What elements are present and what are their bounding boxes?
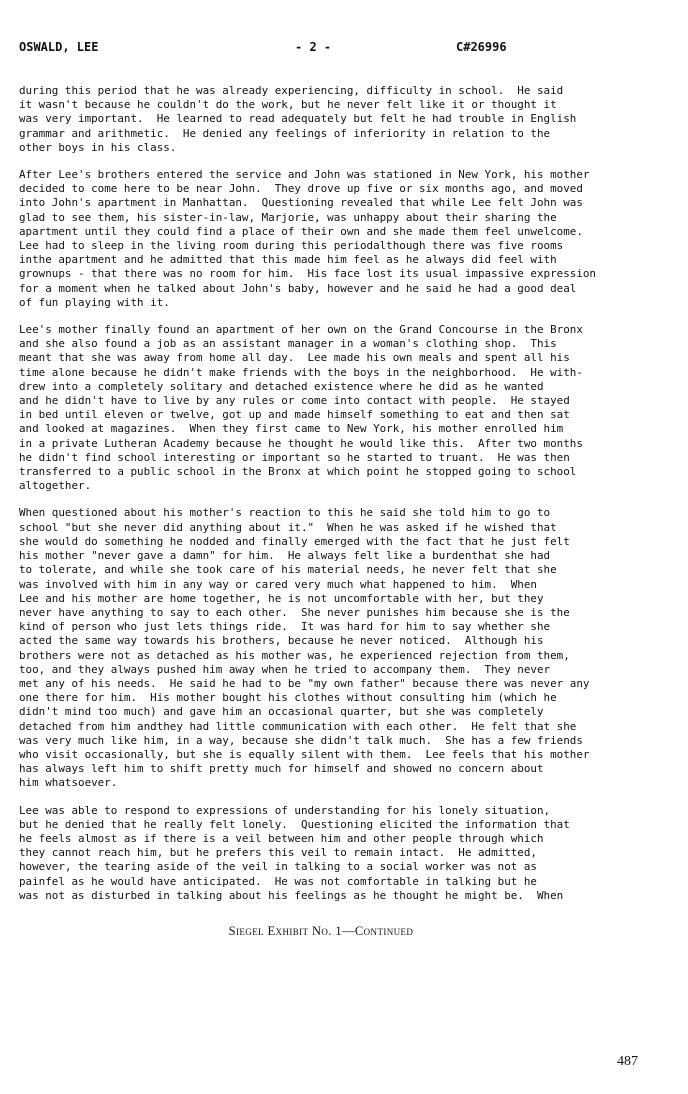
text-line: they cannot reach him, but he prefers this veil to remain intact. He admitted, bbox=[19, 846, 537, 860]
text-line: acted the same way towards his brothers, because he never noticed. Although his bbox=[19, 634, 544, 648]
text-line: was very important. He learned to read adequately but felt he had trouble in English bbox=[19, 112, 577, 126]
text-line: in a private Lutheran Academy because he thought he would like this. After two months bbox=[19, 436, 583, 450]
paragraph bbox=[19, 506, 679, 790]
text-line: meant that she was away from home all day. Lee made his own meals and spent all his bbox=[19, 351, 570, 365]
text-line: who visit occasionally, but she is equally silent with them. Lee feels that his mother bbox=[19, 747, 590, 761]
text-line: it wasn't because he couldn't do the work, but he never felt like it or thought it bbox=[19, 98, 557, 112]
text-line: grownups - that there was no room for him. His face lost its usual impassive expression bbox=[19, 267, 596, 281]
text-line: was very much like him, in a way, because she didn't talk much. She has a few friends bbox=[19, 733, 583, 747]
header-page-indicator: - 2 - bbox=[295, 40, 332, 54]
text-line: brothers were not as detached as his mother was, he experienced rejection from them, bbox=[19, 648, 570, 662]
text-line: he feels almost as if there is a veil between him and other people through which bbox=[19, 831, 544, 845]
text-line: into John's apartment in Manhattan. Questioning revealed that while Lee felt John was bbox=[19, 196, 583, 210]
paragraph bbox=[19, 168, 679, 310]
text-line: inthe apartment and he admitted that this made him feel as he always did feel with bbox=[19, 253, 557, 267]
body-text bbox=[19, 84, 679, 916]
text-line: kind of person who just lets things ride. It was hard for him to say whether she bbox=[19, 620, 551, 634]
page-number: 487 bbox=[617, 1054, 638, 1069]
text-line: his mother "never gave a damn" for him. He always felt like a burdenthat she had bbox=[19, 549, 551, 563]
text-line: during this period that he was already experiencing, difficulty in school. He said bbox=[19, 84, 564, 97]
text-line: transferred to a public school in the Bronx at which point he stopped going to school bbox=[19, 465, 577, 479]
paragraph bbox=[19, 84, 679, 155]
text-line: and he didn't have to live by any rules or come into contact with people. He stayed bbox=[19, 394, 570, 408]
text-line: too, and they always pushed him away when he tried to accompany them. They never bbox=[19, 662, 551, 676]
text-line: drew into a completely solitary and detached existence where he did as he wanted bbox=[19, 379, 544, 393]
header-case-number: C#26996 bbox=[456, 40, 507, 54]
text-line: apartment until they could find a place of their own and she made them feel unwelcome. bbox=[19, 224, 583, 238]
text-line: grammar and arithmetic. He denied any feelings of inferiority in relation to the bbox=[19, 126, 551, 140]
text-line: of fun playing with it. bbox=[19, 295, 170, 309]
text-line: Lee was able to respond to expressions of understanding for his lonely situation, bbox=[19, 803, 551, 817]
text-line: Lee's mother finally found an apartment of her own on the Grand Concourse in the Bronx bbox=[19, 323, 583, 337]
text-line: and she also found a job as an assistant manager in a woman's clothing shop. This bbox=[19, 337, 557, 351]
text-line: and looked at magazines. When they first came to New York, his mother enrolled him bbox=[19, 422, 564, 436]
text-line: detached from him andthey had little communication with each other. He felt that she bbox=[19, 719, 577, 733]
header-name: OSWALD, LEE bbox=[19, 40, 99, 54]
text-line: glad to see them, his sister-in-law, Marjorie, was unhappy about their sharing the bbox=[19, 210, 557, 224]
text-line: he didn't find school interesting or important so he started to truant. He was then bbox=[19, 450, 570, 464]
text-line: she would do something he nodded and finally emerged with the fact that he just felt bbox=[19, 534, 570, 548]
text-line: altogether. bbox=[19, 479, 92, 493]
text-line: Lee had to sleep in the living room during this periodalthough there was five rooms bbox=[19, 239, 564, 253]
text-line: was involved with him in any way or cared very much what happened to him. When bbox=[19, 577, 537, 591]
text-line: one there for him. His mother bought his clothes without consulting him (which he bbox=[19, 691, 557, 705]
text-line: was not as disturbed in talking about his feelings as he thought he might be. When bbox=[19, 888, 564, 902]
text-line: never have anything to say to each other. She never punishes him because she is the bbox=[19, 605, 570, 619]
text-line: for a moment when he talked about John's baby, however and he said he had a good deal bbox=[19, 281, 577, 295]
text-line: to tolerate, and while she took care of his material needs, he never felt that she bbox=[19, 563, 557, 577]
text-line: in bed until eleven or twelve, got up and made himself something to eat and then sat bbox=[19, 408, 570, 422]
text-line: other boys in his class. bbox=[19, 140, 177, 154]
text-line: didn't mind too much) and gave him an occasional quarter, but she was completely bbox=[19, 705, 544, 719]
text-line: but he denied that he really felt lonely. Questioning elicited the information that bbox=[19, 817, 570, 831]
text-line: time alone because he didn't make friends with the boys in the neighborhood. He with- bbox=[19, 365, 583, 379]
text-line: has always left him to shift pretty much for himself and showed no concern about bbox=[19, 762, 544, 776]
text-line: him whatsoever. bbox=[19, 776, 118, 790]
text-line: met any of his needs. He said he had to be "my own father" because there was never any bbox=[19, 676, 590, 690]
paragraph bbox=[19, 323, 679, 493]
text-line: After Lee's brothers entered the service and John was stationed in New York, his mother bbox=[19, 168, 590, 182]
text-line: When questioned about his mother's reaction to this he said she told him to go to bbox=[19, 506, 551, 520]
text-line: Lee and his mother are home together, he is not uncomfortable with her, but they bbox=[19, 591, 544, 605]
paragraph bbox=[19, 804, 679, 903]
exhibit-caption: Siegel Exhibit No. 1—Continued bbox=[228, 924, 414, 938]
text-line: however, the tearing aside of the veil in talking to a social worker was not as bbox=[19, 860, 537, 874]
text-line: school "but she never did anything about it." When he was asked if he wished that bbox=[19, 520, 557, 534]
text-line: painfel as he would have anticipated. He was not comfortable in talking but he bbox=[19, 874, 537, 888]
text-line: decided to come here to be near John. They drove up five or six months ago, and moved bbox=[19, 182, 583, 196]
